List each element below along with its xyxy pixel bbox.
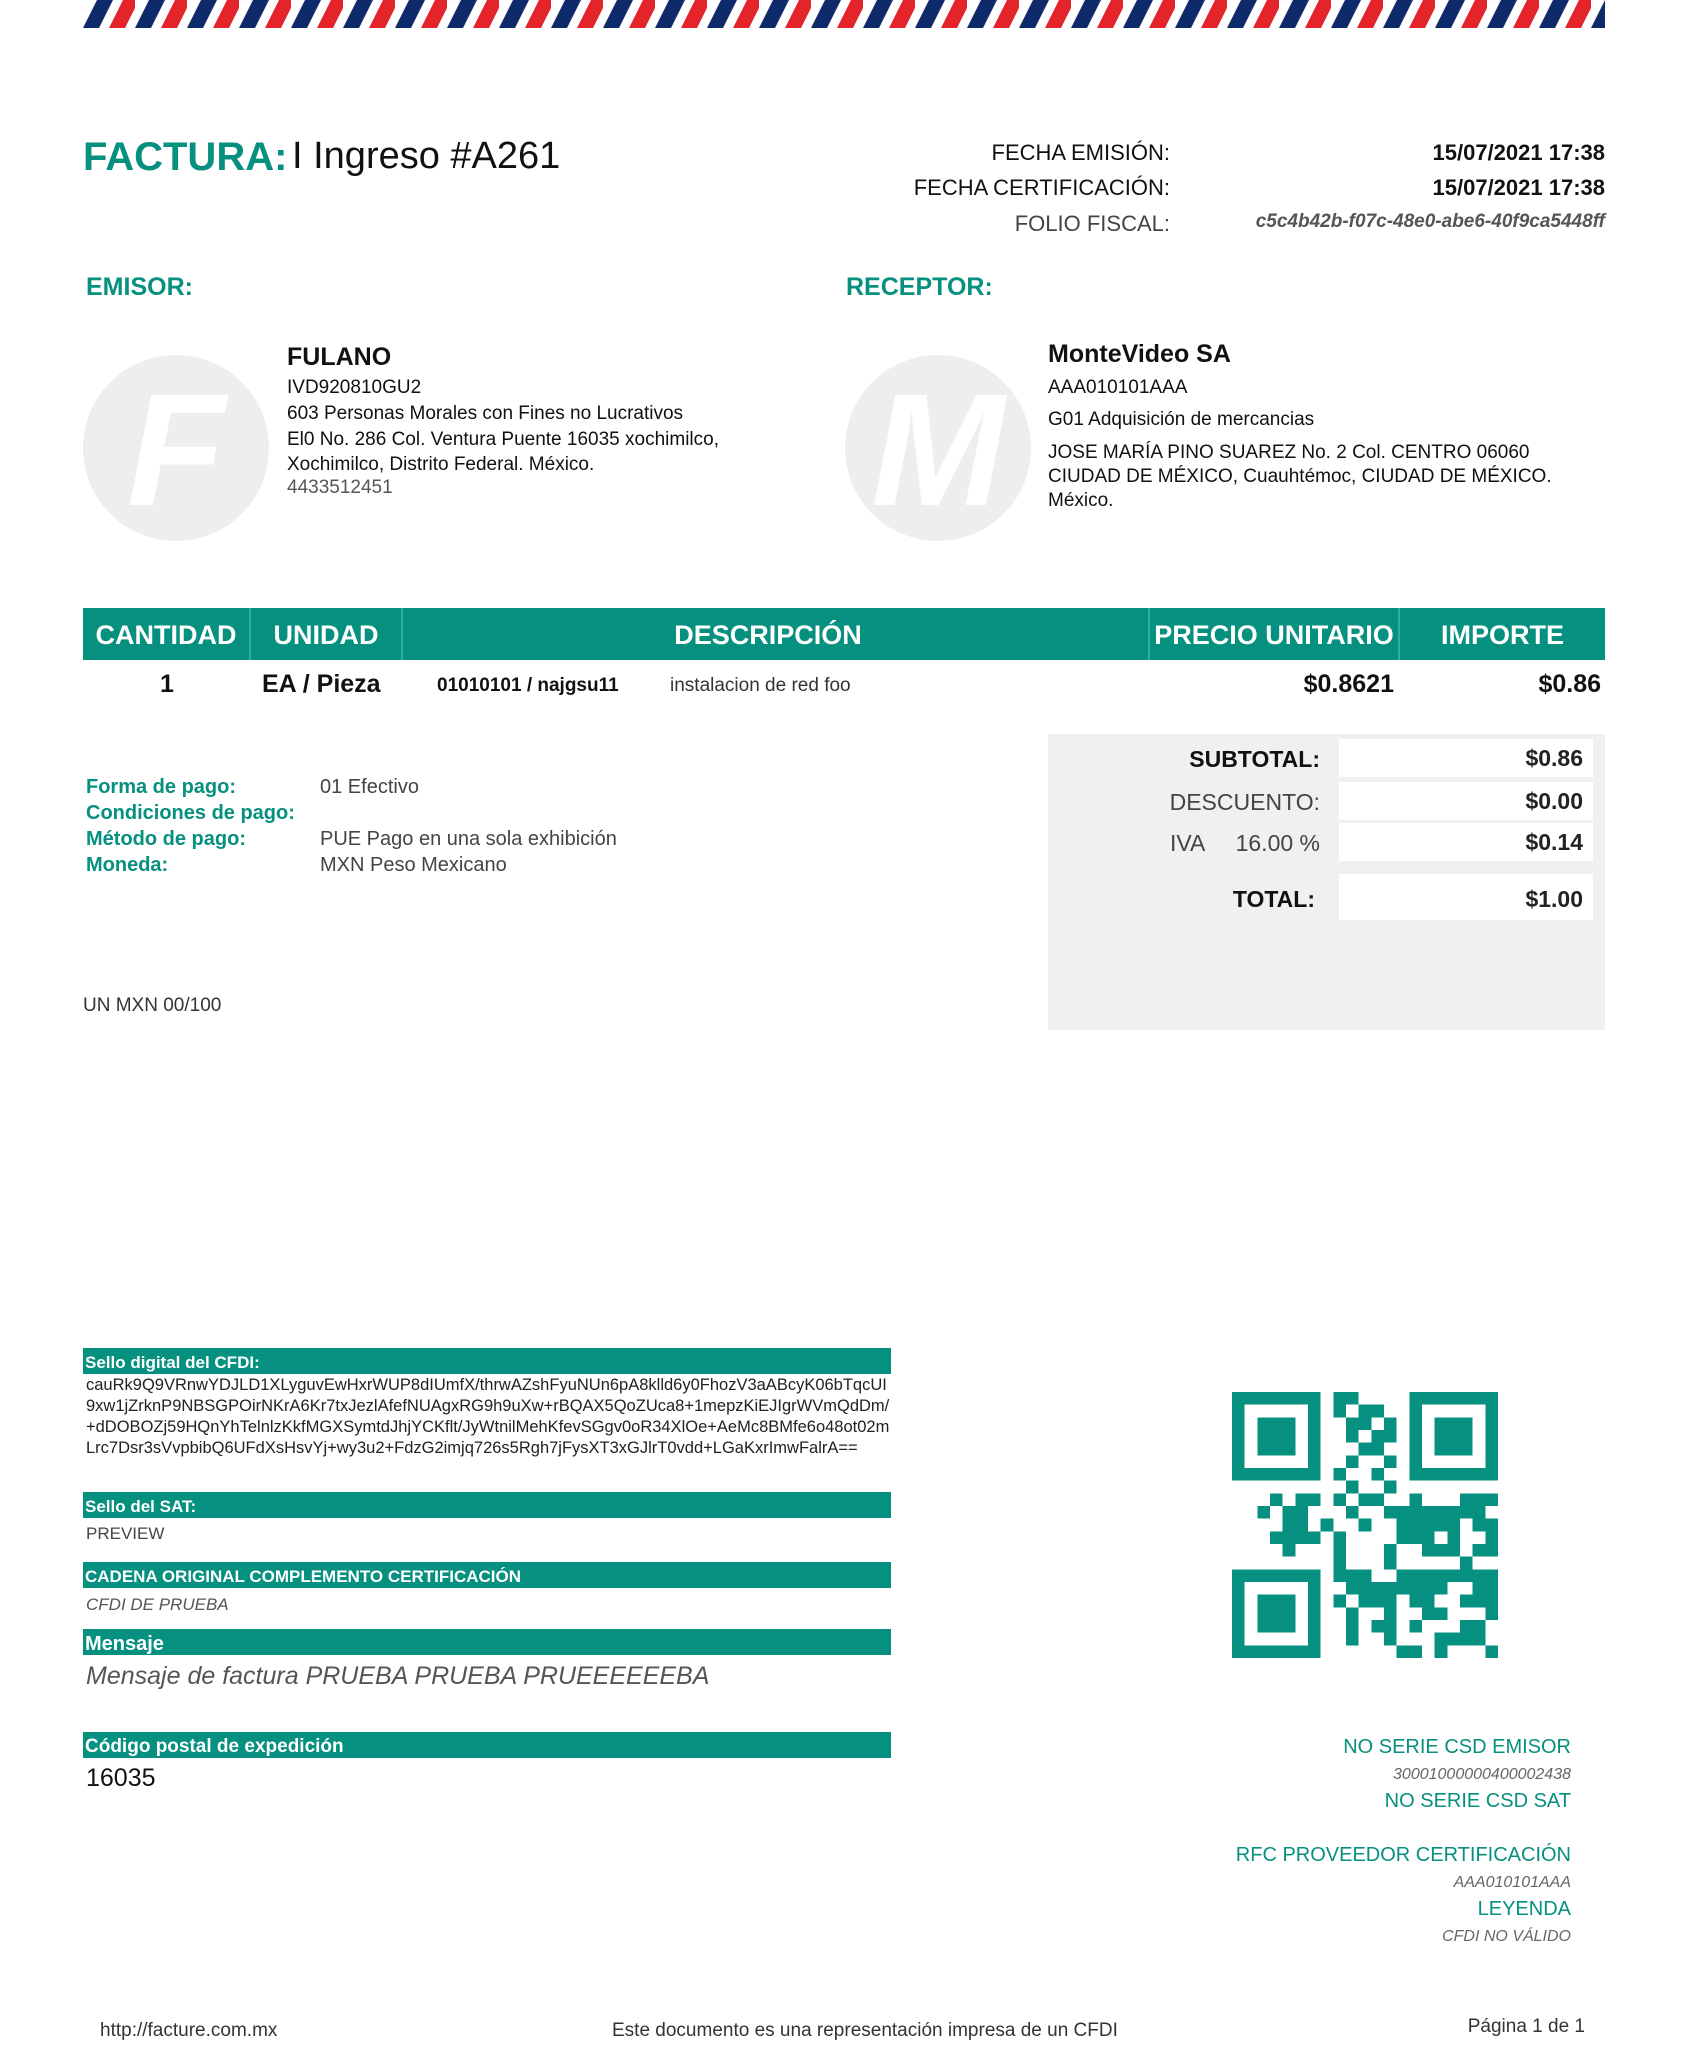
footer-note: Este documento es una representación impresa de un CFDI xyxy=(612,2020,1118,2041)
footer-url[interactable]: http://facture.com.mx xyxy=(100,2020,278,2041)
th-precio-unitario: PRECIO UNITARIO xyxy=(1154,620,1394,650)
qr-code xyxy=(1232,1392,1498,1658)
avatar-initial: F xyxy=(127,360,225,539)
iva-rate: 16.00 % xyxy=(1235,830,1320,856)
emisor-phone: 4433512451 xyxy=(287,477,393,498)
payment-label: Condiciones de pago: xyxy=(86,802,295,824)
rfc-proveedor-value: AAA010101AAA xyxy=(1453,1874,1571,1891)
th-unidad: UNIDAD xyxy=(273,620,379,650)
total-box xyxy=(1339,874,1593,920)
meta-label: FOLIO FISCAL: xyxy=(1014,211,1170,236)
meta-label: FECHA EMISIÓN: xyxy=(991,140,1170,165)
subtotal-label: SUBTOTAL: xyxy=(1189,746,1320,772)
meta-folio-fiscal xyxy=(845,211,1605,241)
mensaje-header: Mensaje xyxy=(83,1629,891,1655)
th-importe: IMPORTE xyxy=(1440,620,1564,650)
emisor-name: FULANO xyxy=(287,343,392,371)
receptor-name: MonteVideo SA xyxy=(1048,340,1231,368)
payment-label: Moneda: xyxy=(86,854,169,876)
totals-box xyxy=(1048,734,1605,1030)
leyenda-value: CFDI NO VÁLIDO xyxy=(1442,1928,1571,1945)
subtotal-value: $0.86 xyxy=(1525,745,1583,771)
emisor-address-line: Xochimilco, Distrito Federal. México. xyxy=(287,454,595,475)
subtotal-box xyxy=(1339,739,1593,777)
receptor-avatar xyxy=(845,355,1031,541)
sello-cfdi-text: cauRk9Q9VRnwYDJLD1XLyguvEwHxrWUP8dIUmfX/thrwAZshFyuNUn6pA8klld6y0FhozV3aABcyK06bTqcUI9xw1jZrknP9NBSGPOirNKrA6Kr7txJezlAfefNUAgxRG9h9uXw+rBQAX5QoZUca8+1mepzKiEJIgrWVmQdDm/+dDOBOZj59HQnYhTelnlzKkfMGXSymtdJhjYCKflt/JyWtnilMehKfevSGgv0oR34XlOe+AeMc8BMfe6o48ot02mLrc7Dsr3sVvpbibQ6UFdXsHsvYj+wy3u2+FdzG2imjq726s5Rgh7jFysXT3xGJlrT0vdd+LGaKxrImwFalrA== xyxy=(86,1376,890,1457)
receptor-address-line: México. xyxy=(1048,490,1114,511)
receptor-address-line: CIUDAD DE MÉXICO, Cuauhtémoc, CIUDAD DE MÉXICO. xyxy=(1048,466,1552,487)
payment-label: Método de pago: xyxy=(86,828,246,850)
csd-emisor-value: 30001000000400002438 xyxy=(1393,1766,1571,1783)
meta-value: 15/07/2021 17:38 xyxy=(1432,140,1605,165)
receptor-rfc: AAA010101AAA xyxy=(1048,377,1188,398)
emisor-address-line: El0 No. 286 Col. Ventura Puente 16035 xochimilco, xyxy=(287,429,719,450)
rfc-proveedor-label: RFC PROVEEDOR CERTIFICACIÓN xyxy=(1235,1844,1571,1866)
iva-box xyxy=(1339,823,1593,861)
cadena-original-header: CADENA ORIGINAL COMPLEMENTO CERTIFICACIÓN xyxy=(83,1562,891,1588)
invoice-title: I Ingreso #A261 xyxy=(292,135,561,177)
total-value: $1.00 xyxy=(1525,886,1583,912)
sello-sat-text: PREVIEW xyxy=(86,1524,165,1543)
meta-value: c5c4b42b-f07c-48e0-abe6-40f9ca5448ff xyxy=(1255,211,1605,232)
emisor-heading: EMISOR: xyxy=(86,273,193,301)
mensaje-text: Mensaje de factura PRUEBA PRUEBA PRUEEEEEEBA xyxy=(86,1662,710,1690)
leyenda-label: LEYENDA xyxy=(1477,1898,1571,1920)
payment-value: PUE Pago en una sola exhibición xyxy=(320,828,617,850)
meta-label: FECHA CERTIFICACIÓN: xyxy=(913,175,1170,200)
descuento-label: DESCUENTO: xyxy=(1169,789,1320,815)
receptor-heading: RECEPTOR: xyxy=(846,273,993,301)
payment-value: 01 Efectivo xyxy=(320,776,419,798)
receptor-uso-cfdi: G01 Adquisición de mercancias xyxy=(1048,409,1315,430)
page-number: Página 1 de 1 xyxy=(1467,2016,1585,2037)
meta-fecha-certificacion xyxy=(845,175,1605,205)
csd-sat-label: NO SERIE CSD SAT xyxy=(1384,1790,1571,1812)
payment-label: Forma de pago: xyxy=(86,776,237,798)
codigo-postal-value: 16035 xyxy=(86,1764,156,1792)
th-descripcion: DESCRIPCIÓN xyxy=(674,620,862,650)
iva-label: IVA xyxy=(1170,830,1206,856)
items-table-header xyxy=(83,608,1605,660)
descuento-box xyxy=(1339,782,1593,820)
csd-emisor-label: NO SERIE CSD EMISOR xyxy=(1343,1736,1571,1758)
invoice-label: FACTURA: xyxy=(83,135,288,179)
cell-cantidad: 1 xyxy=(160,670,174,698)
iva-value: $0.14 xyxy=(1525,829,1583,855)
codigo-postal-header: Código postal de expedición xyxy=(83,1732,891,1758)
airmail-stripe xyxy=(83,0,1605,28)
payment-value: MXN Peso Mexicano xyxy=(320,854,507,876)
emisor-avatar xyxy=(83,355,269,541)
cell-clave: 01010101 / najgsu11 xyxy=(437,675,619,696)
cell-precio: $0.8621 xyxy=(1303,670,1394,698)
sello-sat-header: Sello del SAT: xyxy=(83,1492,891,1518)
avatar-initial: M xyxy=(871,360,1005,539)
th-cantidad: CANTIDAD xyxy=(95,620,237,650)
total-label: TOTAL: xyxy=(1232,886,1315,912)
receptor-address-line: JOSE MARÍA PINO SUAREZ No. 2 Col. CENTRO 06060 xyxy=(1048,442,1530,463)
cell-importe: $0.86 xyxy=(1538,670,1601,698)
meta-fecha-emision xyxy=(845,140,1605,170)
descuento-value: $0.00 xyxy=(1525,788,1583,814)
amount-in-words: UN MXN 00/100 xyxy=(83,995,222,1016)
meta-value: 15/07/2021 17:38 xyxy=(1432,175,1605,200)
cadena-original-text: CFDI DE PRUEBA xyxy=(86,1595,229,1614)
emisor-regimen: 603 Personas Morales con Fines no Lucrativos xyxy=(287,403,684,424)
cell-unidad: EA / Pieza xyxy=(262,670,381,698)
cell-descripcion: instalacion de red foo xyxy=(670,675,851,696)
emisor-rfc: IVD920810GU2 xyxy=(287,377,422,398)
sello-cfdi-header: Sello digital del CFDI: xyxy=(83,1348,891,1374)
